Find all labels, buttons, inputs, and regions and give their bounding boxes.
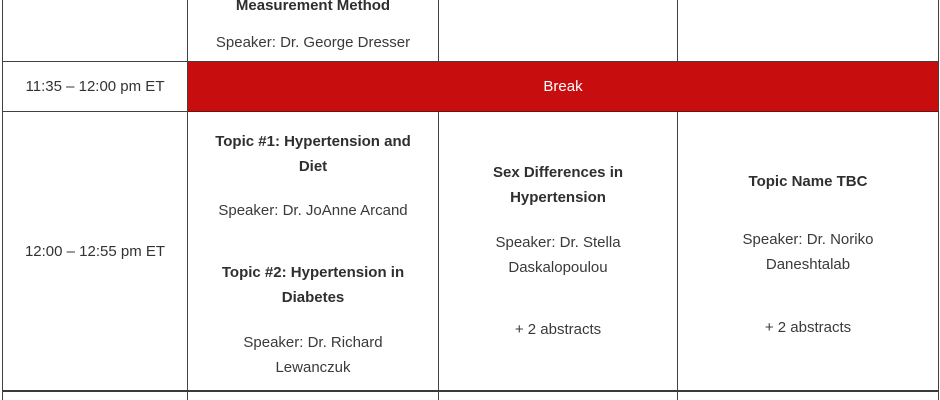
clipped-next-row-cell xyxy=(439,392,678,400)
session-cell-track-a xyxy=(188,112,439,392)
track-b-title: Sex Differences in Hypertension xyxy=(492,164,624,206)
session-cell-track-b xyxy=(439,112,678,392)
clipped-next-row-cell xyxy=(3,392,188,400)
session-cell-empty-2 xyxy=(678,0,939,62)
break-banner xyxy=(188,62,939,112)
track-c-speaker: Speaker: Dr. Noriko Daneshtalab xyxy=(742,231,874,273)
track-a-speaker-1: Speaker: Dr. JoAnne Arcand xyxy=(218,202,408,219)
time-cell-noon: 12:00 – 12:55 pm ET xyxy=(3,112,188,392)
break-label: Break xyxy=(543,78,583,95)
session-title: Measurement Method xyxy=(235,0,391,14)
session-cell-measurement xyxy=(188,0,439,62)
session-speaker: Speaker: Dr. George Dresser xyxy=(215,34,411,51)
time-cell-break: 11:35 – 12:00 pm ET xyxy=(3,62,188,112)
clipped-next-row-cell xyxy=(188,392,439,400)
schedule-table xyxy=(2,0,939,400)
track-b-speaker: Speaker: Dr. Stella Daskalopoulou xyxy=(495,234,621,276)
track-c-title: Topic Name TBC xyxy=(748,173,868,190)
track-a-topic-2: Topic #2: Hypertension in Diabetes xyxy=(221,264,405,306)
session-cell-track-c xyxy=(678,112,939,392)
track-a-speaker-2: Speaker: Dr. Richard Lewanczuk xyxy=(243,334,383,376)
session-cell-empty-1 xyxy=(439,0,678,62)
track-a-topic-1: Topic #1: Hypertension and Diet xyxy=(215,133,411,175)
time-cell-measurement-empty xyxy=(3,0,188,62)
clipped-next-row-cell xyxy=(678,392,939,400)
track-b-abstracts-note: + 2 abstracts xyxy=(514,321,602,338)
track-c-abstracts-note: + 2 abstracts xyxy=(764,319,852,336)
